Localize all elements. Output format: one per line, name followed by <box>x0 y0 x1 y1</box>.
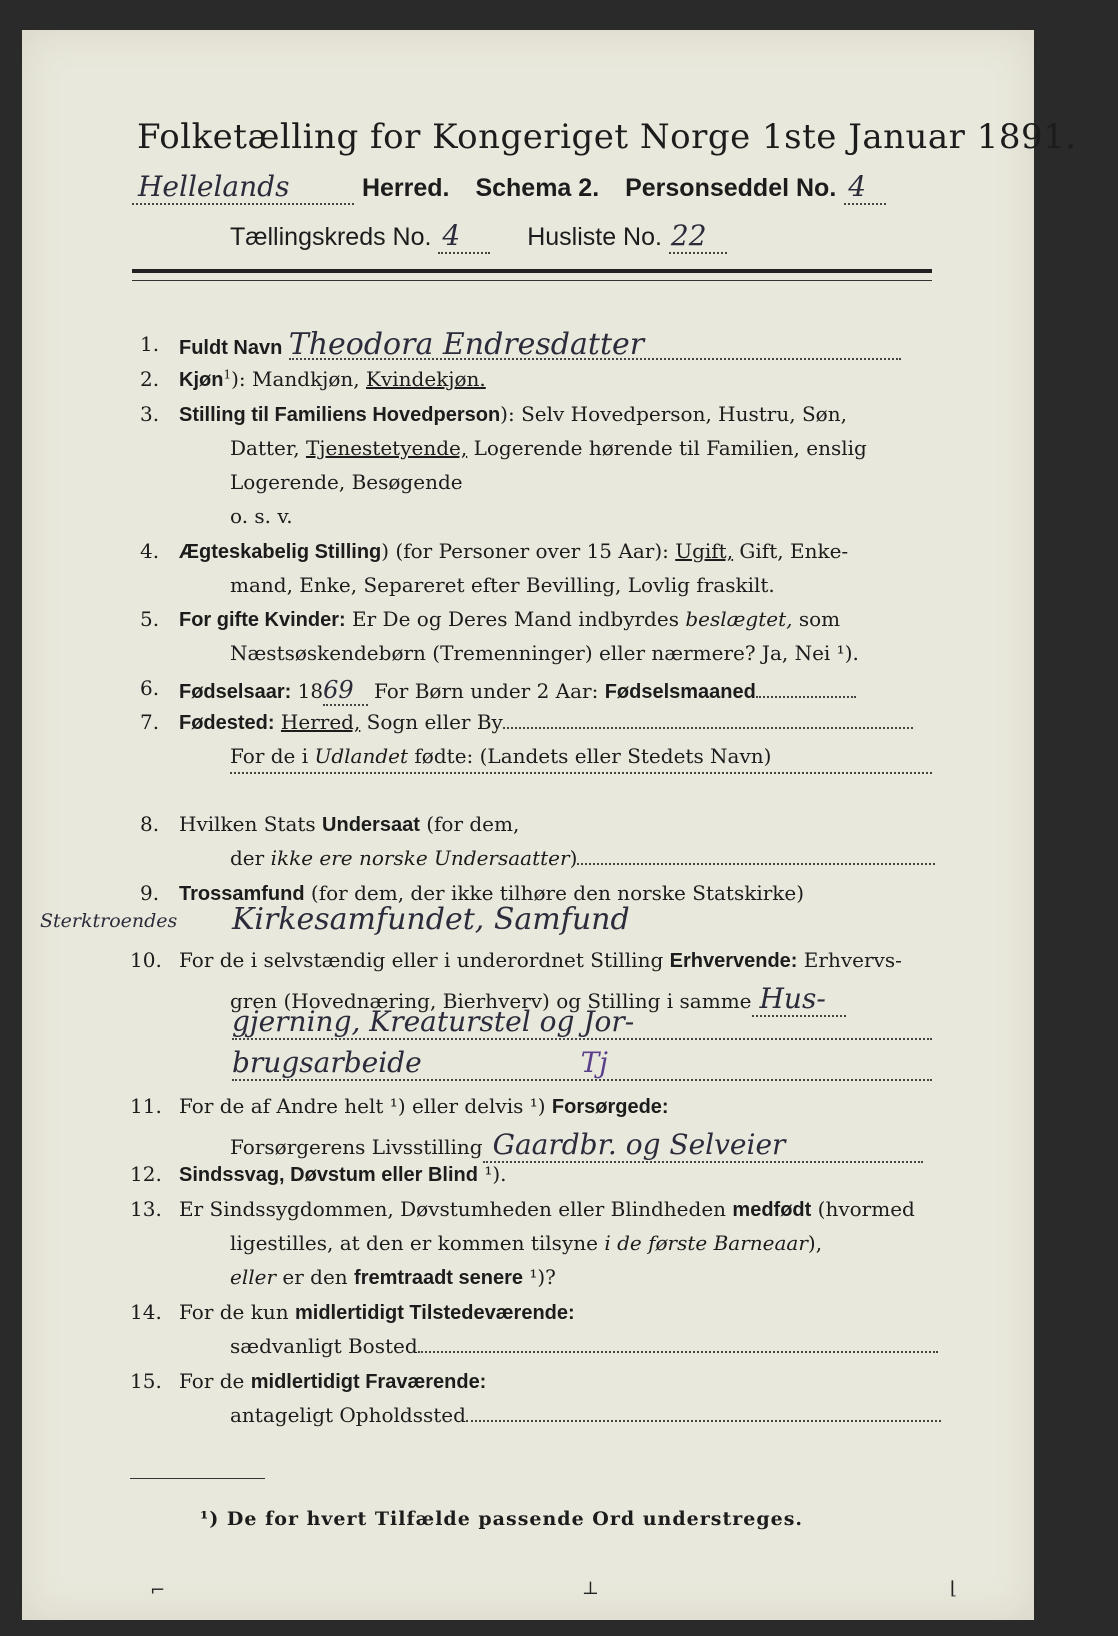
corner-mark-right: ⌊ <box>950 1578 958 1599</box>
item-7-blank-line <box>230 772 932 774</box>
item-1-value: Theodora Endresdatter <box>289 332 901 360</box>
item-4-text-a-post: Gift, Enke- <box>733 539 849 563</box>
item-7-label: Fødested: <box>179 712 275 734</box>
corner-mark-center: ⊥ <box>582 1578 599 1599</box>
husliste-value: 22 <box>669 219 727 254</box>
item-2-sup: 1 <box>223 367 232 382</box>
item-4-label: Ægteskabelig Stilling <box>179 541 382 563</box>
item-13-text-c-post: ¹)? <box>523 1265 556 1289</box>
item-8-dots <box>577 863 935 865</box>
item-6-number: 6. <box>140 676 160 700</box>
item-3-line-b <box>230 436 867 460</box>
item-13-text-b-pre: ligestilles, at den er kommen tilsyne <box>230 1231 605 1255</box>
item-9-label: Trossamfund <box>179 883 305 905</box>
item-11-label: Forsørgede: <box>551 1096 669 1118</box>
item-8-line-b <box>230 846 935 870</box>
item-7-line-a <box>179 710 913 735</box>
item-13-line-a <box>179 1197 915 1222</box>
item-14-line-a <box>179 1300 575 1325</box>
item-15-text-a-pre: For de <box>179 1369 251 1393</box>
item-10-value-2: gjerning, Kreaturstel og Jor- <box>232 1005 932 1040</box>
item-10-value-4: Tj <box>580 1046 608 1079</box>
item-3-number: 3. <box>140 402 160 426</box>
item-13-text-a-pre: Er Sindssygdommen, Døvstumheden eller Blindheden <box>179 1197 733 1221</box>
item-2-number: 2. <box>140 367 160 391</box>
schema-label: Schema 2. <box>475 174 600 202</box>
item-10-text-b: gren (Hovednæring, Bierhverv) og Stilling i samme <box>230 989 752 1013</box>
personseddel-value: 4 <box>844 170 886 205</box>
item-11-value: Gaardbr. og Selveier <box>483 1128 923 1163</box>
item-9-margin-note: Sterktroendes <box>40 910 178 932</box>
item-3-text-b-post: Logerende hørende til Familien, enslig <box>467 436 867 460</box>
item-6-text: For Børn under 2 Aar: <box>367 679 605 703</box>
herred-label: Herred. <box>361 174 450 202</box>
item-8-text-b-pre: der <box>230 846 271 870</box>
item-10-line-a <box>179 948 902 973</box>
item-9-text: (for dem, der ikke tilhøre den norske Statskirke) <box>304 881 805 905</box>
footnote: ¹) De for hvert Tilfælde passende Ord understreges. <box>200 1508 804 1530</box>
item-6-prefix: 18 <box>291 679 324 703</box>
item-14-line-b <box>230 1334 938 1358</box>
item-11-text-b: Forsørgerens Livsstilling <box>230 1135 483 1159</box>
item-10-number: 10. <box>130 948 162 972</box>
item-12-row <box>179 1162 507 1187</box>
item-6-dots <box>756 696 856 698</box>
item-5-text-a-pre: Er De og Deres Mand indbyrdes <box>345 607 686 631</box>
item-11-text-a-pre: For de af Andre helt ¹) eller delvis ¹) <box>179 1094 552 1118</box>
item-13-italic-c: eller <box>230 1265 277 1289</box>
item-14-text-a-pre: For de kun <box>179 1300 295 1324</box>
item-6-label2: Fødselsmaaned <box>604 681 756 703</box>
item-15-text-b: antageligt Opholdssted <box>230 1403 466 1427</box>
item-11-number: 11. <box>130 1094 162 1118</box>
item-9-number: 9. <box>140 881 160 905</box>
husliste-label: Husliste No. <box>527 223 662 251</box>
item-2-text: ): Mandkjøn, <box>231 367 367 391</box>
item-7-dots <box>503 727 913 729</box>
item-11-line-b <box>230 1128 923 1163</box>
item-10-text-a-pre: For de i selvstændig eller i underordnet Stilling <box>179 948 670 972</box>
item-13-number: 13. <box>130 1197 162 1221</box>
item-3-line-d: o. s. v. <box>230 504 293 528</box>
item-3-line-c: Logerende, Besøgende <box>230 470 463 494</box>
item-8-text-b-post: ) <box>569 846 578 870</box>
item-7-underlined: Herred, <box>280 710 361 734</box>
herred-value: Hellelands <box>132 170 354 205</box>
item-7-text-b-pre: For de i <box>230 744 315 768</box>
form-title: Folketælling for Kongeriget Norge 1ste Januar 1891. <box>137 117 1077 157</box>
item-8-label-pre: Hvilken Stats <box>179 812 323 836</box>
item-5-line-b: Næstsøskendebørn (Tremenninger) eller nærmere? Ja, Nei ¹). <box>230 641 859 665</box>
item-10-text-a-post: Erhvervs- <box>797 948 902 972</box>
item-2-underlined: Kvindekjøn. <box>366 367 486 391</box>
item-4-line-b: mand, Enke, Separeret efter Bevilling, Lovlig fraskilt. <box>230 573 775 597</box>
item-10-label: Erhvervende: <box>669 950 798 972</box>
header-herred-row <box>132 170 886 205</box>
item-13-italic: i de første Barneaar <box>604 1231 808 1255</box>
item-3-line-a <box>179 402 847 427</box>
item-8-text: (for dem, <box>419 812 520 836</box>
header-rule-thick <box>132 269 932 273</box>
item-6-row <box>179 676 856 706</box>
item-8-italic: ikke ere norske Undersaatter <box>270 846 570 870</box>
item-15-number: 15. <box>130 1369 162 1393</box>
item-12-text: ¹). <box>477 1162 507 1186</box>
header-rule-thin <box>132 280 932 281</box>
item-7-text-b-post: fødte: (Landets eller Stedets Navn) <box>408 744 772 768</box>
item-15-line-a <box>179 1369 486 1394</box>
item-13-text-b-post: ), <box>807 1231 823 1255</box>
item-5-line-a <box>179 607 840 632</box>
item-2-row <box>179 367 486 392</box>
item-4-text-a-pre: ) (for Personer over 15 Aar): <box>381 539 676 563</box>
item-4-underlined: Ugift, <box>675 539 734 563</box>
item-3-text-b-pre: Datter, <box>230 436 306 460</box>
header-kreds-row <box>230 219 727 254</box>
item-13-text-a-post: (hvormed <box>811 1197 915 1221</box>
kreds-value: 4 <box>438 219 490 254</box>
item-13-line-c <box>230 1265 556 1290</box>
item-14-label: midlertidigt Tilstedeværende: <box>294 1302 575 1324</box>
item-8-number: 8. <box>140 812 160 836</box>
item-5-text-a-post: som <box>792 607 841 631</box>
kreds-label: Tællingskreds No. <box>230 223 432 251</box>
item-15-label: midlertidigt Fraværende: <box>250 1371 487 1393</box>
item-13-bold-c: fremtraadt senere <box>354 1267 523 1289</box>
item-2-label: Kjøn <box>179 369 224 391</box>
item-12-number: 12. <box>130 1162 162 1186</box>
item-4-line-a <box>179 539 848 564</box>
item-5-label: For gifte Kvinder: <box>179 609 346 631</box>
item-14-text-b: sædvanligt Bosted <box>230 1334 418 1358</box>
item-7-italic: Udlandet <box>314 744 409 768</box>
item-1-label: Fuldt Navn <box>179 337 283 359</box>
item-6-value: 69 <box>323 676 368 706</box>
item-12-label: Sindssvag, Døvstum eller Blind <box>179 1164 478 1186</box>
item-4-number: 4. <box>140 539 160 563</box>
item-3-underlined: Tjenestetyende, <box>305 436 468 460</box>
item-6-label: Fødselsaar: <box>179 681 292 703</box>
item-7-text: Sogn eller By <box>360 710 503 734</box>
personseddel-label: Personseddel No. <box>625 174 837 202</box>
item-15-dots <box>466 1420 941 1422</box>
item-9-value: Kirkesamfundet, Samfund <box>232 902 630 937</box>
item-14-dots <box>418 1351 938 1353</box>
corner-mark-left: ⌐ <box>150 1580 166 1601</box>
item-11-line-a <box>179 1094 669 1119</box>
item-5-italic: beslægtet, <box>685 607 793 631</box>
item-7-number: 7. <box>140 710 160 734</box>
item-5-number: 5. <box>140 607 160 631</box>
footnote-rule <box>130 1478 265 1479</box>
item-10-value-1: Hus- <box>752 982 846 1017</box>
item-1-number: 1. <box>140 332 160 356</box>
item-3-text-a: ): Selv Hovedperson, Hustru, Søn, <box>500 402 847 426</box>
item-10-value-3: brugsarbeide <box>232 1046 422 1079</box>
item-8-label: Undersaat <box>322 814 420 836</box>
item-7-line-b <box>230 744 771 768</box>
item-1-row <box>179 327 901 362</box>
census-form <box>22 30 1077 1620</box>
item-3-label: Stilling til Familiens Hovedperson <box>179 404 501 426</box>
item-13-text-c-mid: er den <box>276 1265 355 1289</box>
item-10-value-3-line <box>232 1046 932 1081</box>
item-8-line-a <box>179 812 519 837</box>
item-14-number: 14. <box>130 1300 162 1324</box>
item-13-line-b <box>230 1231 822 1255</box>
item-13-label: medfødt <box>732 1199 812 1221</box>
item-15-line-b <box>230 1403 941 1427</box>
